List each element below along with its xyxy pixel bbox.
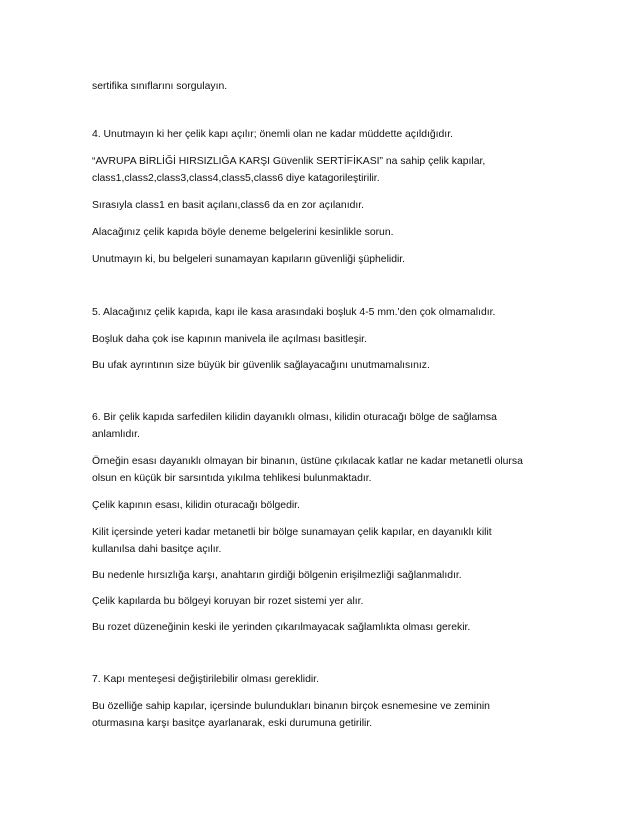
heading-item-5: 5. Alacağınız çelik kapıda, kapı ile kasa arasındaki boşluk 4-5 mm.'den çok olmamalıdır. <box>92 307 496 318</box>
text-line-4: class1,class2,class3,class4,class5,class6 diye katagorileştirilir. <box>92 173 380 184</box>
text-line-22: Bu özelliğe sahip kapılar, içersinde bulundukları binanın birçok esnemesine ve zeminin <box>92 701 490 712</box>
text-line-23: oturmasına karşı basitçe ayarlanarak, eski durumuna getirilir. <box>92 718 373 729</box>
text-line-19: Çelik kapılarda bu bölgeyi koruyan bir rozet sistemi yer alır. <box>92 596 364 607</box>
text-line-20: Bu rozet düzeneğinin keski ile yerinden çıkarılmayacak sağlamlıkta olması gerekir. <box>92 622 471 633</box>
text-line-9: Boşluk daha çok ise kapının manivela ile açılması basitleşir. <box>92 334 367 345</box>
text-line-17: kullanılsa dahi basitçe açılır. <box>92 544 222 555</box>
text-line-5: Sırasıyla class1 en basit açılanı,class6 da en zor açılanıdır. <box>92 200 365 211</box>
text-line-18: Bu nedenle hırsızlığa karşı, anahtarın girdiği bölgenin erişilmezliği sağlanmalıdır. <box>92 570 462 581</box>
text-line-13: Örneğin esası dayanıklı olmayan bir binanın, üstüne çıkılacak katlar ne kadar metanetli olursa <box>92 456 523 467</box>
text-line-12: anlamlıdır. <box>92 429 140 440</box>
text-line-16: Kilit içersinde yeteri kadar metanetli bir bölge sunamayan çelik kapılar, en dayanıklı kilit <box>92 527 492 538</box>
text-line-10: Bu ufak ayrıntının size büyük bir güvenlik sağlayacağını unutmamalısınız. <box>92 360 430 371</box>
heading-item-6: 6. Bir çelik kapıda sarfedilen kilidin dayanıklı olması, kilidin oturacağı bölge de sağlamsa <box>92 412 497 423</box>
text-line-7: Unutmayın ki, bu belgeleri sunamayan kapıların güvenliği şüphelidir. <box>92 254 406 265</box>
heading-item-7: 7. Kapı menteşesi değiştirilebilir olması gereklidir. <box>92 674 319 685</box>
text-line-15: Çelik kapının esası, kilidin oturacağı bölgedir. <box>92 500 300 511</box>
heading-item-4: 4. Unutmayın ki her çelik kapı açılır; önemli olan ne kadar müddette açıldığıdır. <box>92 129 453 140</box>
text-line-1: sertifika sınıflarını sorgulayın. <box>92 81 228 92</box>
text-line-6: Alacağınız çelik kapıda böyle deneme belgelerini kesinlikle sorun. <box>92 227 394 238</box>
text-line-14: olsun en küçük bir sarsıntıda yıkılma tehlikesi bulunmaktadır. <box>92 473 372 484</box>
text-line-3: “AVRUPA BİRLİĞİ HIRSIZLIĞA KARŞI Güvenlik SERTİFİKASI” na sahip çelik kapılar, <box>92 156 486 167</box>
